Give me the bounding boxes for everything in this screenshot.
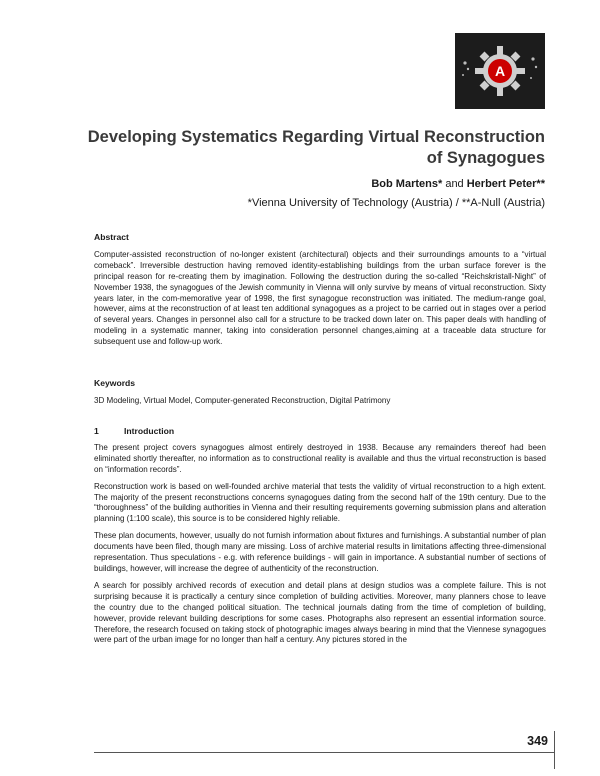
section-title: Introduction <box>124 426 175 436</box>
footer-vertical-rule <box>554 731 555 769</box>
gear-logo-icon <box>455 33 545 109</box>
intro-paragraph-1: The present project covers synagogues almost entirely destroyed in 1938. Because any remainders thereof had been eliminated shortly thereafter, no information as to constructional reality is available and thus the virtual reconstruction is based on “information records”. <box>94 442 546 474</box>
abstract-section <box>94 232 546 348</box>
title-line-1: Developing Systematics Regarding Virtual Reconstruction <box>87 128 545 146</box>
authors <box>371 177 545 191</box>
intro-paragraph-4: A search for possibly archived records of execution and detail plans at design studios was a complete failure. This is not surprising because it is practically a century since completion of building activities. Moreover, many planners chose to leave the country due to the changed political situation. The technical journals dating from the time of completion of building, however, provide relevant building descriptions for some cases. Photographs also represent an essential information source. Therefore, the research focused on taking stock of photographic images always bearing in mind that the Viennese synagogues were part of the urban image for no longer than half a century. Any pictures stored in the <box>94 580 546 645</box>
intro-paragraph-2: Reconstruction work is based on well-founded archive material that tests the validity of virtual reconstruction to a high extent. The majority of the present reconstructions concerns synagogues dating from the second half of the 19th century. Due to the “thoroughness” of the building authorities in Vienna and their resulting requirements governing submission plans and alteration planning (1:100 scale), this source is to be considered highly reliable. <box>94 481 546 524</box>
abstract-heading: Abstract <box>94 232 129 242</box>
author-1: Bob Martens* <box>371 178 443 190</box>
authors-and: and <box>442 178 467 190</box>
section-introduction <box>94 426 546 646</box>
author-2: Herbert Peter** <box>466 178 545 190</box>
keywords-heading: Keywords <box>94 378 136 388</box>
intro-paragraph-3: These plan documents, however, usually do not furnish information about fixtures and furnishings. A substantial number of plan documents have been filed, though many are missing. Loss of archive material results in limitations affecting three-dimensional representation. Thus speculations - e.g. with reference buildings - will gain in importance. A substantial number of sections of buildings, however, will increase the degree of authenticity of the reconstruction. <box>94 531 546 573</box>
keywords-section <box>94 378 546 407</box>
affiliation: *Vienna University of Technology (Austria) / **A-Null (Austria) <box>247 197 545 209</box>
section-heading <box>94 426 546 437</box>
logo-letter: A <box>494 63 506 79</box>
keywords-text: 3D Modeling, Virtual Model, Computer-generated Reconstruction, Digital Patrimony <box>94 395 391 405</box>
paper-title <box>60 127 545 169</box>
footer-rule <box>94 752 554 753</box>
abstract-text: Computer-assisted reconstruction of no-longer existent (architectural) objects and their surroundings amounts to a “virtual comeback”. Irreversible destruction having removed identity-establishing buildings from the urban surface forever is the principal reason for re-creating them by imagination. Following the destruction during the so-called “Reichskristall-Night” of November 1938, the synagogues of the Jewish community in Vienna will only survive by means of virtual reconstruction. Sixty years later, in the com-memorative year of 1998, the first synagogue reconstruction was initiated. The medium-range goal, however, aims at the reconstruction of at least ten additional synagogues as a project to be carried out in stages over a period of several years. Changes in personnel also call for a structure to be tracked down later on. This paper deals with handling of modeling in a systematic manner, taking into consideration personnel changes,aiming at a traceable data structure for subsequent use and follow-up work. <box>94 249 546 347</box>
section-number: 1 <box>94 426 99 436</box>
title-line-2: of Synagogues <box>426 149 545 167</box>
page-number: 349 <box>527 734 548 748</box>
